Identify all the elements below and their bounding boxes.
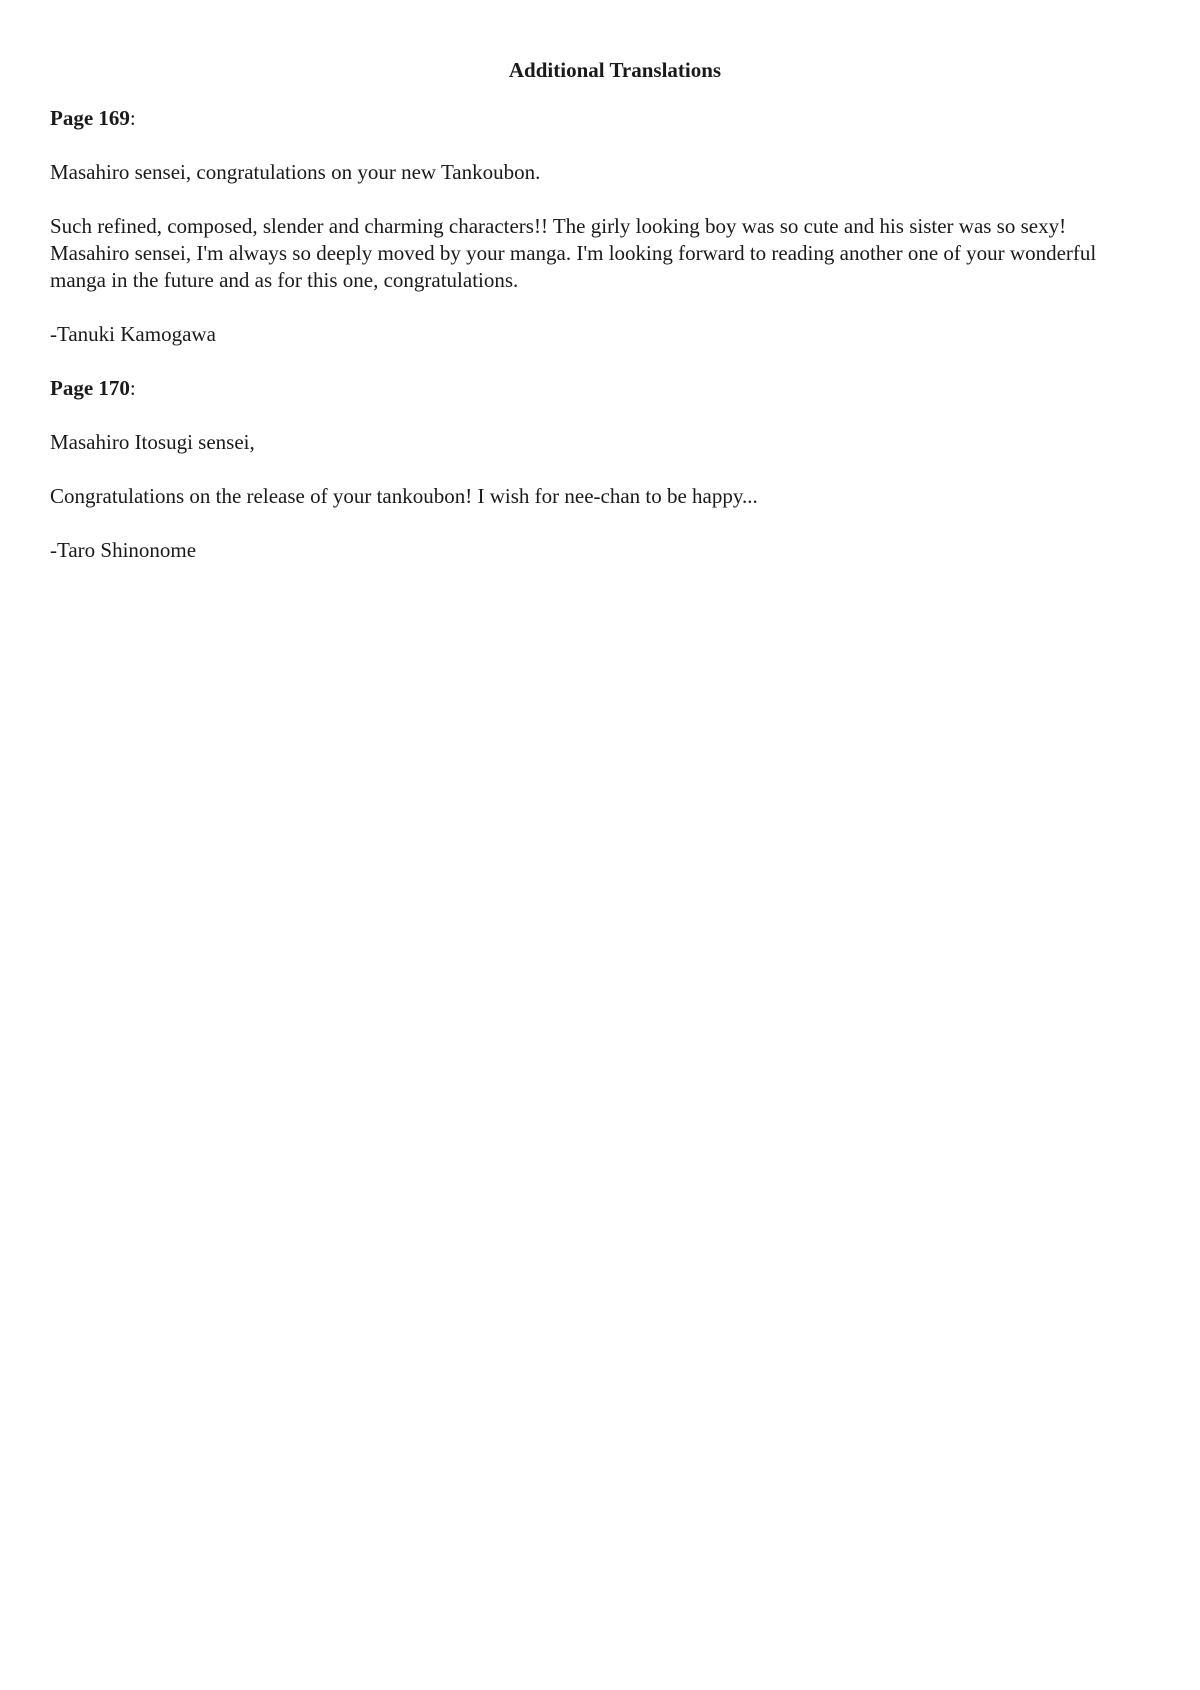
message-body: Congratulations on the release of your tankoubon! I wish for nee-chan to be happy... <box>50 484 758 509</box>
document-page <box>50 58 1130 591</box>
page-colon: : <box>129 106 136 131</box>
page-label: Page 169 <box>50 106 130 131</box>
document-title: Additional Translations <box>508 58 722 82</box>
message-body: Such refined, composed, slender and charming characters!! The girly looking boy was so cute and his sister was so sexy! Masahiro sensei, I'm always so deeply moved by your manga. I'm looking forward to reading another one of your wonderful manga in the future and as for this one, congratulations. <box>50 214 1097 293</box>
salutation: Masahiro Itosugi sensei, <box>50 430 255 455</box>
salutation: Masahiro sensei, congratulations on your new Tankoubon. <box>50 160 541 185</box>
page-colon: : <box>129 376 136 401</box>
page-label: Page 170 <box>50 376 130 401</box>
section-page-170 <box>50 375 1130 564</box>
page-heading <box>50 105 1130 132</box>
page-heading <box>50 375 1130 402</box>
section-page-169 <box>50 105 1130 348</box>
signature: -Tanuki Kamogawa <box>50 322 216 347</box>
signature: -Taro Shinonome <box>50 538 197 563</box>
